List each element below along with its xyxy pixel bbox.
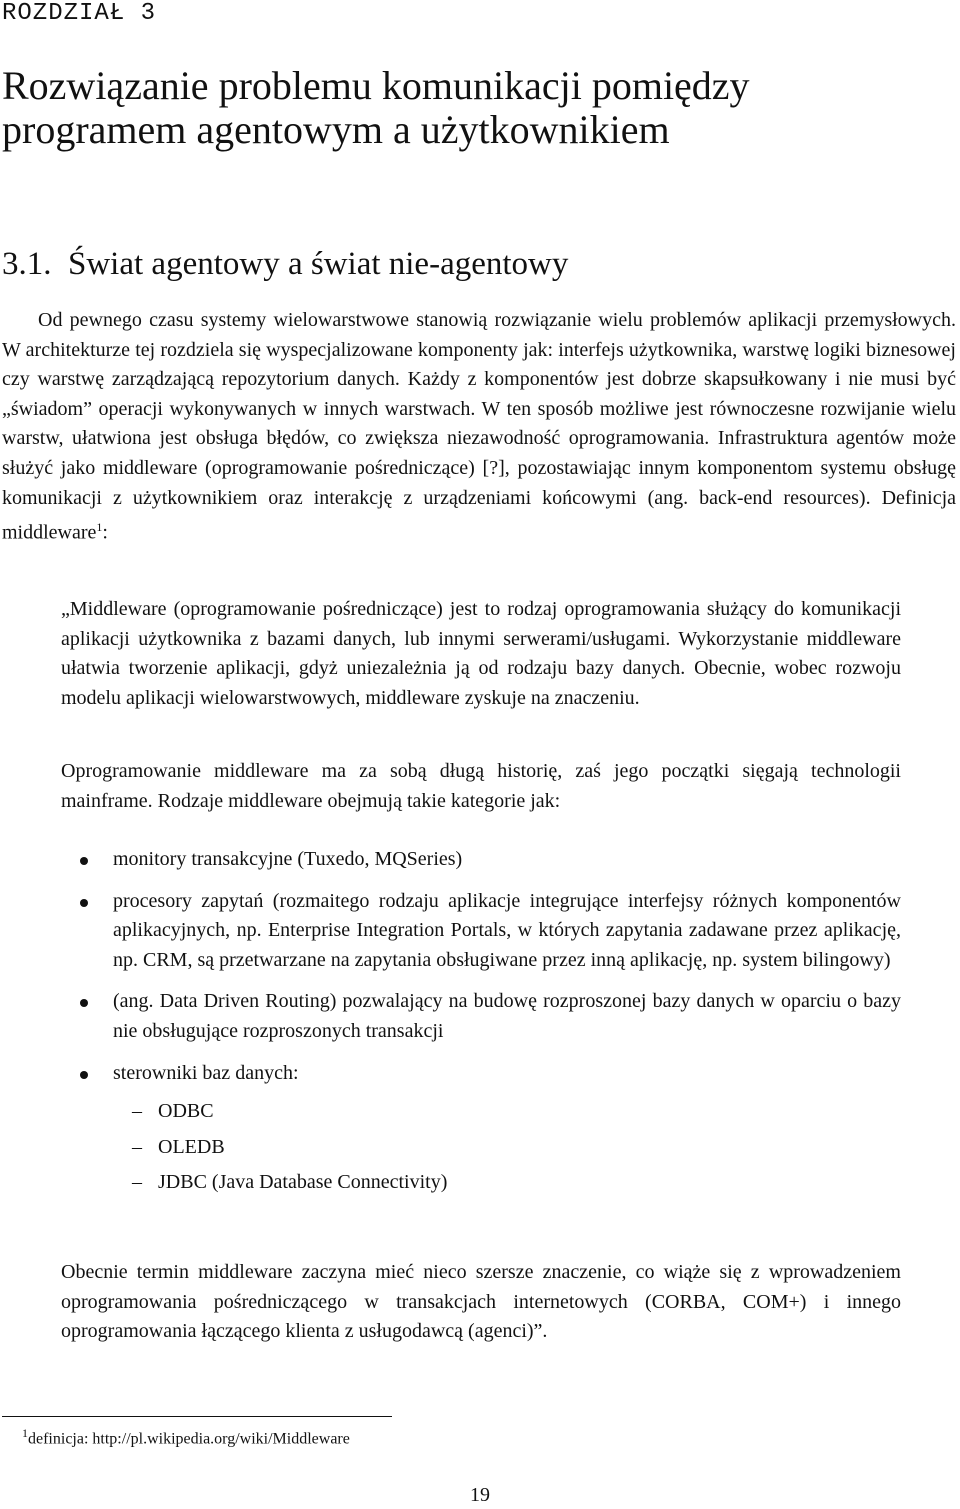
bullet-icon: [80, 1071, 88, 1079]
footnote-divider: [2, 1416, 392, 1417]
dash-icon: –: [132, 1171, 142, 1194]
list-item-text: procesory zapytań (rozmaitego rodzaju aplikacje integrujące interfejsy różnych komponentów aplikacyjnych, np. Enterprise Integration Portals, w których zapytania zadawane przez aplikację, np. CRM, są przetwarzane na zapytania obsługiwane przez inną aplikację, np. system bilingowy): [113, 889, 901, 971]
section-title: Świat agentowy a świat nie-agentowy: [68, 246, 569, 282]
middleware-category-list: [61, 845, 901, 1213]
history-paragraph: Oprogramowanie middleware ma za sobą długą historię, zaś jego początki sięgają technologii mainframe. Rodzaje middleware obejmują takie kategorie jak:: [61, 760, 901, 812]
bullet-icon: [80, 999, 88, 1007]
dash-icon: –: [132, 1100, 142, 1123]
section-number: 3.1.: [2, 246, 52, 282]
sub-list-item-text: ODBC: [158, 1100, 214, 1123]
intro-text: Od pewnego czasu systemy wielowarstwowe stanowią rozwiązanie wielu problemów aplikacji przemysłowych. W architekturze tej rozdziela się wyspecjalizowane komponenty jak: interfejs użytkownika, warstwę logiki biznesowej czy warstwę zarządzającą repozytorium danych. Każdy z komponentów jest dobrze skapsułkowany i nie musi być „świadom” operacji wykonywanych w innych warstwach. W ten sposób możliwe jest równoczesne rozwijanie wielu warstw, ułatwiona jest obsługa błędów, co zwiększa niezawodność oprogramowania. Infrastruktura agentów może służyć jako middleware (oprogramowanie pośredniczące) [?], pozostawiając innym komponentom systemu obsługę komunikacji z użytkownikiem oraz interakcję z urządzeniami końcowymi (ang. back-end resources). Definicja middleware: [2, 309, 956, 544]
list-item-text: (ang. Data Driven Routing) pozwalający na budowę rozproszonej bazy danych w oparciu o bazy nie obsługujące rozproszonych transakcji: [113, 990, 901, 1042]
footnote: [22, 1422, 350, 1450]
sub-list-item-text: OLEDB: [158, 1135, 225, 1158]
chapter-title: Rozwiązanie problemu komunikacji pomiędzy programem agentowym a użytkownikiem: [2, 63, 750, 152]
footnote-reference[interactable]: 1: [96, 520, 103, 535]
intro-paragraph: [2, 306, 956, 548]
chapter-label: ROZDZIAŁ 3: [2, 0, 157, 27]
list-item-text: sterowniki baz danych:: [113, 1061, 299, 1084]
list-item: [61, 987, 901, 1046]
list-item: [61, 845, 901, 875]
sub-list-item: [113, 1165, 901, 1201]
database-driver-list: [113, 1094, 901, 1201]
closing-paragraph: Obecnie termin middleware zaczyna mieć nieco szersze znaczenie, co wiąże się z wprowadzeniem oprogramowania pośredniczącego w transakcjach internetowych (CORBA, COM+) i innego oprogramowania łączącego klienta z usługodawcą (agenci)”.: [61, 1261, 901, 1343]
footnote-text[interactable]: definicja: http://pl.wikipedia.org/wiki/Middleware: [28, 1430, 350, 1448]
list-item: [61, 887, 901, 976]
bullet-icon: [80, 857, 88, 865]
list-item: [61, 1059, 901, 1201]
definition-quote: „Middleware (oprogramowanie pośredniczące) jest to rodzaj oprogramowania służący do komunikacji aplikacji użytkownika z bazami danych, lub innymi serwerami/usługami. Wykorzystanie middleware ułatwia tworzenie aplikacji, gdyż uniezależnia ją od rodzaju bazy danych. Obecnie, wobec rozwoju modelu aplikacji wielowarstwowych, middleware zyskuje na znaczeniu.: [61, 598, 901, 709]
sub-list-item-text: JDBC (Java Database Connectivity): [158, 1171, 448, 1194]
list-item-text: monitory transakcyjne (Tuxedo, MQSeries): [113, 848, 463, 870]
sub-list-item: [113, 1094, 901, 1130]
page-number: 19: [470, 1484, 490, 1506]
sub-list-item: [113, 1130, 901, 1166]
bullet-icon: [80, 899, 88, 907]
dash-icon: –: [132, 1135, 142, 1158]
intro-tail: :: [102, 521, 108, 544]
footnote-mark: 1: [22, 1426, 28, 1440]
section-heading: [2, 244, 568, 284]
